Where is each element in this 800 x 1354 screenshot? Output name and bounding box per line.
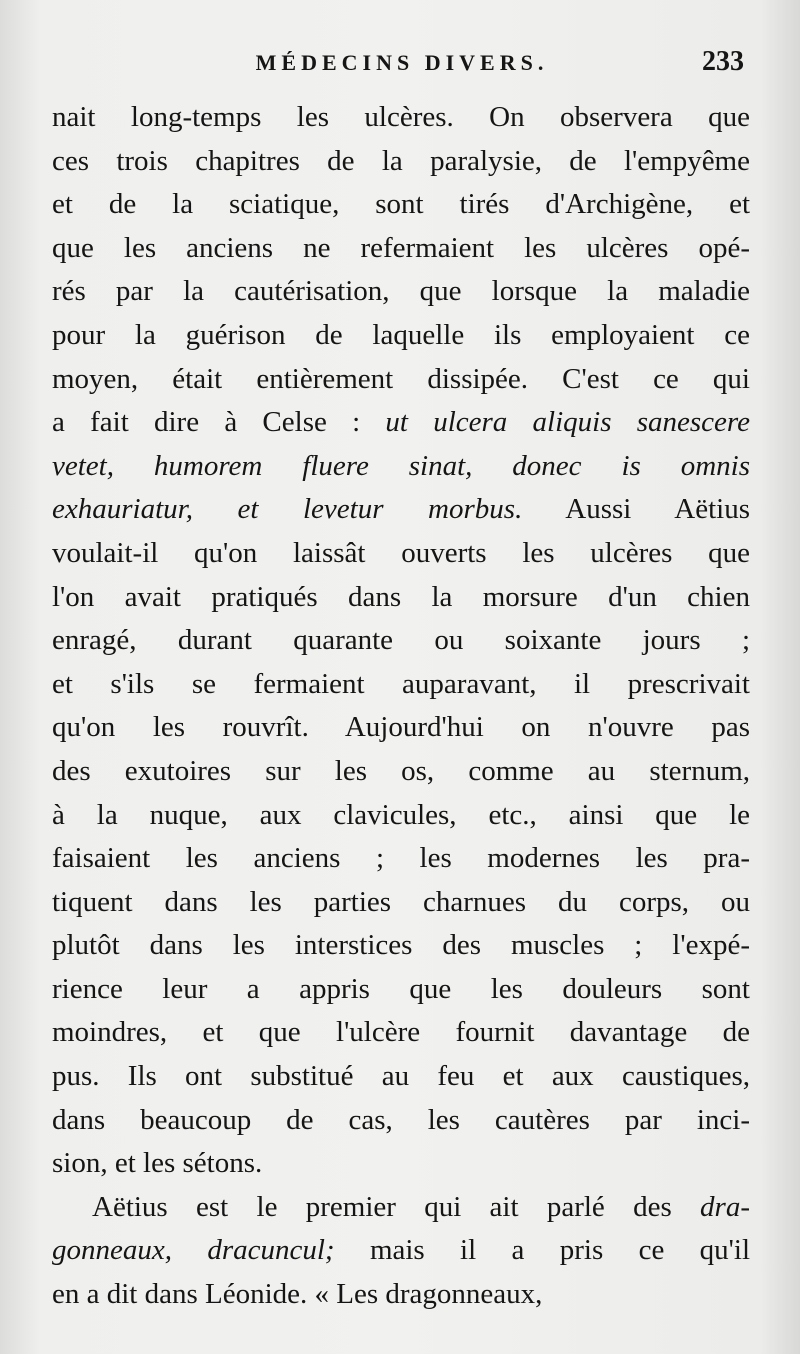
- text-segment: Aussi Aëtius: [522, 493, 750, 526]
- text-segment: en a dit dans Léonide. « Les dragonneaux,: [52, 1278, 543, 1311]
- text-line: [52, 270, 750, 314]
- text-segment: dans beaucoup de cas, les cautères par inci-: [52, 1103, 750, 1136]
- text-line: [52, 401, 750, 445]
- text-segment: des exutoires sur les os, comme au sternum,: [52, 754, 750, 787]
- text-line: [52, 1099, 750, 1143]
- text-line: [52, 837, 750, 881]
- text-line: [52, 663, 750, 707]
- text-line: [52, 488, 750, 532]
- text-segment: pus. Ils ont substitué au feu et aux caustiques,: [52, 1060, 750, 1093]
- text-segment: Aëtius est le premier qui ait parlé des: [92, 1190, 701, 1223]
- text-segment: nait long-temps les ulcères. On observera que: [52, 101, 750, 133]
- text-line: [52, 576, 750, 620]
- text-segment: mais il a pris ce qu'il: [334, 1234, 750, 1267]
- page-header: [52, 46, 752, 82]
- text-line: [52, 1229, 750, 1273]
- italic-text: vetet, humorem fluere sinat, donec is omnis: [52, 449, 750, 482]
- italic-text: ut ulcera aliquis sanescere: [385, 406, 750, 439]
- text-line: [52, 183, 750, 227]
- text-line: [52, 314, 750, 358]
- text-segment: que les anciens ne refermaient les ulcères opé-: [52, 231, 750, 264]
- italic-text: exhauriatur, et levetur morbus.: [52, 493, 523, 526]
- text-line: [52, 1273, 750, 1317]
- text-segment: a fait dire à Celse :: [52, 406, 386, 439]
- italic-text: dra-: [700, 1190, 750, 1223]
- text-line: [52, 96, 750, 140]
- text-line: [52, 1055, 750, 1099]
- text-line: [52, 1142, 750, 1186]
- text-line: [52, 358, 750, 402]
- text-segment: plutôt dans les interstices des muscles ; l'expé-: [52, 929, 750, 962]
- text-line: [52, 1186, 750, 1230]
- text-segment: voulait-il qu'on laissât ouverts les ulcères que: [52, 536, 750, 569]
- text-line: [52, 619, 750, 663]
- text-segment: et de la sciatique, sont tirés d'Archigène, et: [52, 188, 750, 221]
- text-segment: à la nuque, aux clavicules, etc., ainsi que le: [52, 798, 750, 831]
- text-line: [52, 140, 750, 184]
- text-segment: moyen, était entièrement dissipée. C'est ce qui: [52, 362, 750, 395]
- text-line: [52, 881, 750, 925]
- text-segment: qu'on les rouvrît. Aujourd'hui on n'ouvre pas: [52, 711, 750, 744]
- text-line: [52, 532, 750, 576]
- body-text: [52, 96, 750, 1317]
- text-segment: et s'ils se fermaient auparavant, il prescrivait: [52, 667, 750, 700]
- text-line: [52, 1011, 750, 1055]
- text-line: [52, 794, 750, 838]
- italic-text: gonneaux, dracuncul;: [52, 1234, 335, 1267]
- paragraph: [52, 96, 750, 1186]
- text-line: [52, 968, 750, 1012]
- text-segment: moindres, et que l'ulcère fournit davantage de: [52, 1016, 750, 1049]
- text-segment: rience leur a appris que les douleurs sont: [52, 972, 750, 1005]
- text-line: [52, 924, 750, 968]
- text-segment: sion, et les sétons.: [52, 1147, 263, 1180]
- text-segment: tiquent dans les parties charnues du corps, ou: [52, 885, 750, 918]
- text-line: [52, 445, 750, 489]
- text-segment: ces trois chapitres de la paralysie, de l'empyême: [52, 144, 750, 177]
- text-segment: faisaient les anciens ; les modernes les pra-: [52, 842, 750, 875]
- text-line: [52, 706, 750, 750]
- text-line: [52, 750, 750, 794]
- text-line: [52, 227, 750, 271]
- page-number: 233: [702, 46, 744, 77]
- text-segment: l'on avait pratiqués dans la morsure d'un chien: [52, 580, 750, 613]
- text-segment: pour la guérison de laquelle ils employaient ce: [52, 318, 750, 351]
- running-title: MÉDECINS DIVERS.: [255, 50, 549, 75]
- text-segment: enragé, durant quarante ou soixante jours ;: [52, 624, 750, 657]
- text-segment: rés par la cautérisation, que lorsque la maladie: [52, 275, 750, 308]
- paragraph: [52, 1186, 750, 1317]
